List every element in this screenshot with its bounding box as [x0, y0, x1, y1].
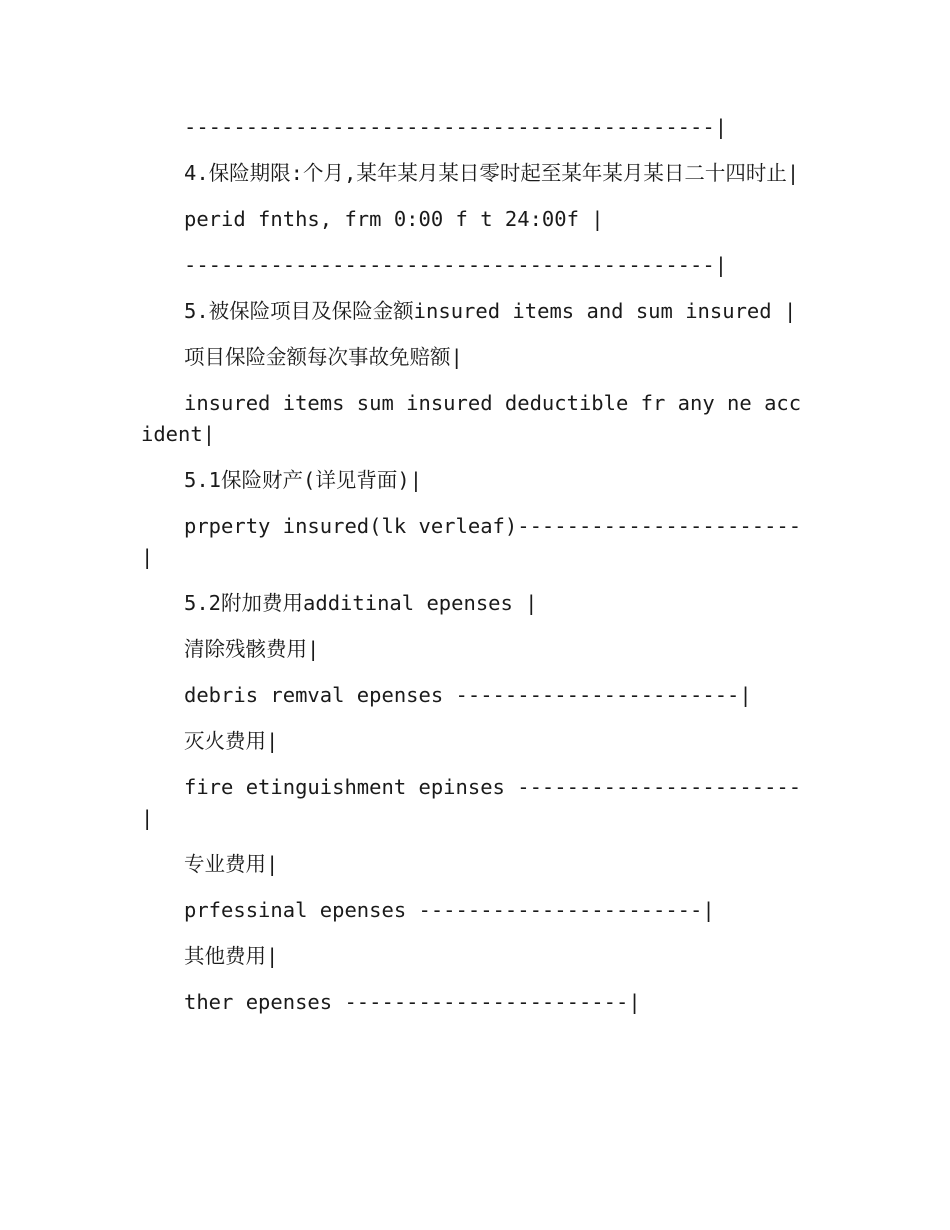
table-header-en: insured items sum insured deductible fr any ne accident|	[141, 391, 802, 446]
insurance-period-cn: 4.保险期限:个月,某年某月某日零时起至某年某月某日二十四时止|	[184, 161, 800, 185]
insurance-period-en: perid fnths, frm 0:00 f t 24:00f |	[184, 207, 604, 231]
debris-removal-en: debris remval epenses -----------------------|	[184, 683, 752, 707]
professional-fees-en: prfessinal epenses -----------------------|	[184, 898, 715, 922]
professional-fees-cn: 专业费用|	[184, 852, 279, 876]
additional-expenses-heading: 5.2附加费用additinal epenses |	[184, 591, 538, 615]
separator-line: -------------------------------------------|	[184, 253, 728, 277]
table-header-cn: 项目保险金额每次事故免赔额|	[184, 345, 463, 369]
insured-items-heading: 5.被保险项目及保险金额insured items and sum insured |	[184, 299, 797, 323]
fire-extinguishing-en: fire etinguishment epinses -----------------------|	[141, 775, 802, 830]
other-expenses-cn: 其他费用|	[184, 944, 279, 968]
fire-extinguishing-cn: 灭火费用|	[184, 729, 279, 753]
property-insured-en: prperty insured(lk verleaf)-----------------------|	[141, 514, 802, 569]
other-expenses-en: ther epenses -----------------------|	[184, 990, 641, 1014]
property-insured-cn: 5.1保险财产(详见背面)|	[184, 468, 423, 492]
debris-removal-cn: 清除残骸费用|	[184, 637, 320, 661]
separator-line: -------------------------------------------|	[184, 115, 728, 139]
document-body	[141, 112, 809, 1033]
